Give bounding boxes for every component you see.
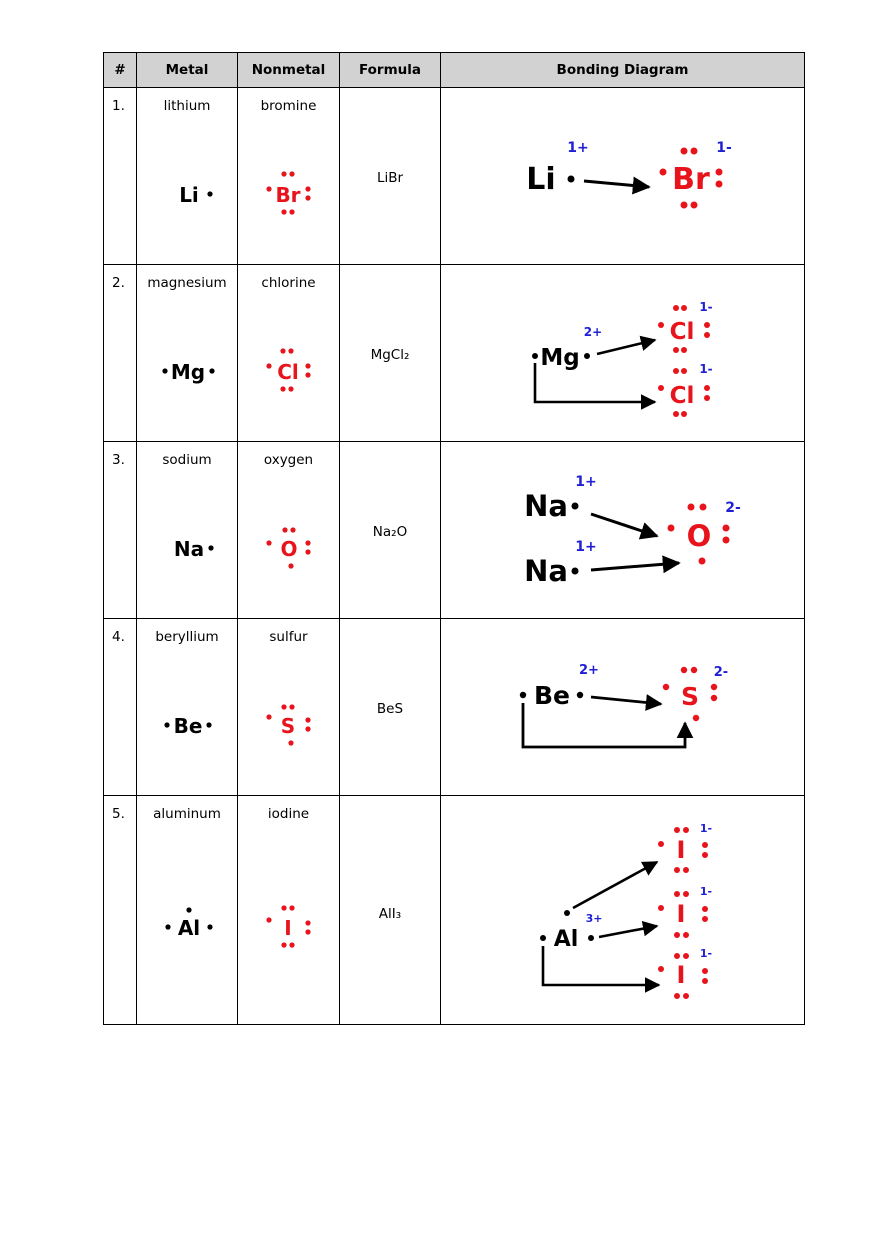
nonmetal-symbol: Br <box>275 183 301 207</box>
nonmetal-symbol: Cl <box>669 319 695 345</box>
transfer-electron <box>564 910 570 916</box>
nonmetal-charge: 1- <box>699 822 713 835</box>
header-metal: Metal <box>137 53 238 88</box>
metal-symbol: Mg <box>540 345 580 371</box>
row-number: 2. <box>112 275 125 291</box>
row-number: 3. <box>112 452 125 468</box>
nonmetal-lewis-structure <box>238 619 340 795</box>
header-formula: Formula <box>340 53 441 88</box>
nonmetal-symbol: I <box>676 900 686 928</box>
header-row <box>104 53 805 88</box>
valence-electron <box>208 545 213 550</box>
transfer-arrow <box>597 340 655 354</box>
transfer-electron <box>568 176 575 183</box>
nonmetal-name: oxygen <box>263 452 314 468</box>
table-row <box>104 265 805 442</box>
table-row <box>104 796 805 1025</box>
formula: MgCl₂ <box>370 347 410 363</box>
nonmetal-symbol: Br <box>672 162 710 197</box>
transfer-arrow <box>584 181 649 187</box>
metal-symbol: Na <box>524 489 568 523</box>
nonmetal-charge: 2- <box>713 665 729 680</box>
transfer-electron <box>540 935 546 941</box>
transfer-arrow <box>591 697 661 704</box>
nonmetal-lewis-structure <box>238 265 340 441</box>
metal-name: magnesium <box>147 275 227 291</box>
valence-electron <box>206 722 211 727</box>
transfer-arrow <box>573 862 657 908</box>
nonmetal-symbol: Cl <box>277 360 299 384</box>
nonmetal-symbol: O <box>280 537 298 561</box>
nonmetal-charge: 1- <box>699 300 713 314</box>
nonmetal-lewis-structure <box>238 88 340 264</box>
table-row <box>104 619 805 796</box>
transfer-arrow <box>591 514 657 536</box>
worksheet-table <box>103 52 805 1025</box>
nonmetal-symbol: I <box>676 836 686 864</box>
nonmetal-symbol: S <box>680 682 700 711</box>
nonmetal-lewis-structure <box>238 796 340 1024</box>
metal-symbol: Al <box>553 927 579 952</box>
metal-charge: 2+ <box>583 325 603 339</box>
transfer-electron <box>572 568 579 575</box>
nonmetal-charge: 1- <box>699 947 713 960</box>
metal-symbol: Li <box>526 162 556 197</box>
metal-charge: 3+ <box>585 912 603 925</box>
metal-lewis-structure <box>137 88 238 264</box>
table-row <box>104 88 805 265</box>
bonding-diagram <box>441 442 805 618</box>
transfer-electron <box>532 353 538 359</box>
valence-electron <box>207 924 212 929</box>
metal-name: lithium <box>163 98 211 114</box>
valence-electron <box>164 722 169 727</box>
formula: LiBr <box>376 170 404 186</box>
metal-name: aluminum <box>153 806 221 822</box>
metal-lewis-structure <box>137 442 238 618</box>
transfer-electron <box>520 692 526 698</box>
nonmetal-name: iodine <box>267 806 310 822</box>
row-number: 1. <box>112 98 125 114</box>
metal-name: beryllium <box>155 629 219 645</box>
table-row <box>104 442 805 619</box>
formula: Na₂O <box>372 524 408 540</box>
bonding-diagram <box>441 88 805 264</box>
metal-lewis-structure <box>137 796 238 1024</box>
metal-symbol: Na <box>524 554 568 588</box>
nonmetal-lewis-structure <box>238 442 340 618</box>
row-number: 5. <box>112 806 125 822</box>
metal-symbol: Be <box>533 681 571 710</box>
valence-electron <box>209 368 214 373</box>
transfer-electron <box>584 353 590 359</box>
nonmetal-symbol: I <box>284 916 292 940</box>
valence-electron <box>186 907 191 912</box>
nonmetal-charge: 1- <box>699 362 713 376</box>
bonding-diagram <box>441 265 805 441</box>
transfer-arrow <box>591 563 679 570</box>
nonmetal-name: chlorine <box>261 275 316 291</box>
metal-charge: 1+ <box>575 539 597 555</box>
bonding-diagram <box>441 796 805 1024</box>
transfer-electron <box>577 692 583 698</box>
transfer-arrow <box>599 926 657 937</box>
nonmetal-symbol: S <box>280 714 296 738</box>
nonmetal-symbol: I <box>676 961 686 989</box>
transfer-electron <box>572 503 579 510</box>
nonmetal-name: bromine <box>260 98 317 114</box>
metal-charge: 1+ <box>567 140 589 156</box>
bonding-diagram <box>441 619 805 795</box>
valence-electron <box>162 368 167 373</box>
metal-symbol: Al <box>177 916 201 940</box>
nonmetal-symbol: O <box>686 519 712 553</box>
metal-charge: 1+ <box>575 474 597 490</box>
nonmetal-name: sulfur <box>269 629 308 645</box>
valence-electron <box>165 924 170 929</box>
transfer-electron <box>588 935 594 941</box>
metal-charge: 2+ <box>579 663 599 678</box>
metal-lewis-structure <box>137 265 238 441</box>
metal-name: sodium <box>162 452 212 468</box>
metal-lewis-structure <box>137 619 238 795</box>
header-nonmetal: Nonmetal <box>238 53 340 88</box>
nonmetal-charge: 2- <box>725 500 741 516</box>
formula: BeS <box>376 701 404 717</box>
metal-symbol: Be <box>173 714 203 738</box>
valence-electron <box>207 191 212 196</box>
nonmetal-symbol: Cl <box>669 383 695 409</box>
nonmetal-charge: 1- <box>716 140 732 156</box>
metal-symbol: Na <box>173 537 205 561</box>
metal-symbol: Mg <box>170 360 206 384</box>
metal-symbol: Li <box>179 183 199 207</box>
header-bonding-diagram: Bonding Diagram <box>441 53 805 88</box>
header-num: # <box>104 53 137 88</box>
formula: AlI₃ <box>378 906 402 922</box>
row-number: 4. <box>112 629 125 645</box>
nonmetal-charge: 1- <box>699 885 713 898</box>
